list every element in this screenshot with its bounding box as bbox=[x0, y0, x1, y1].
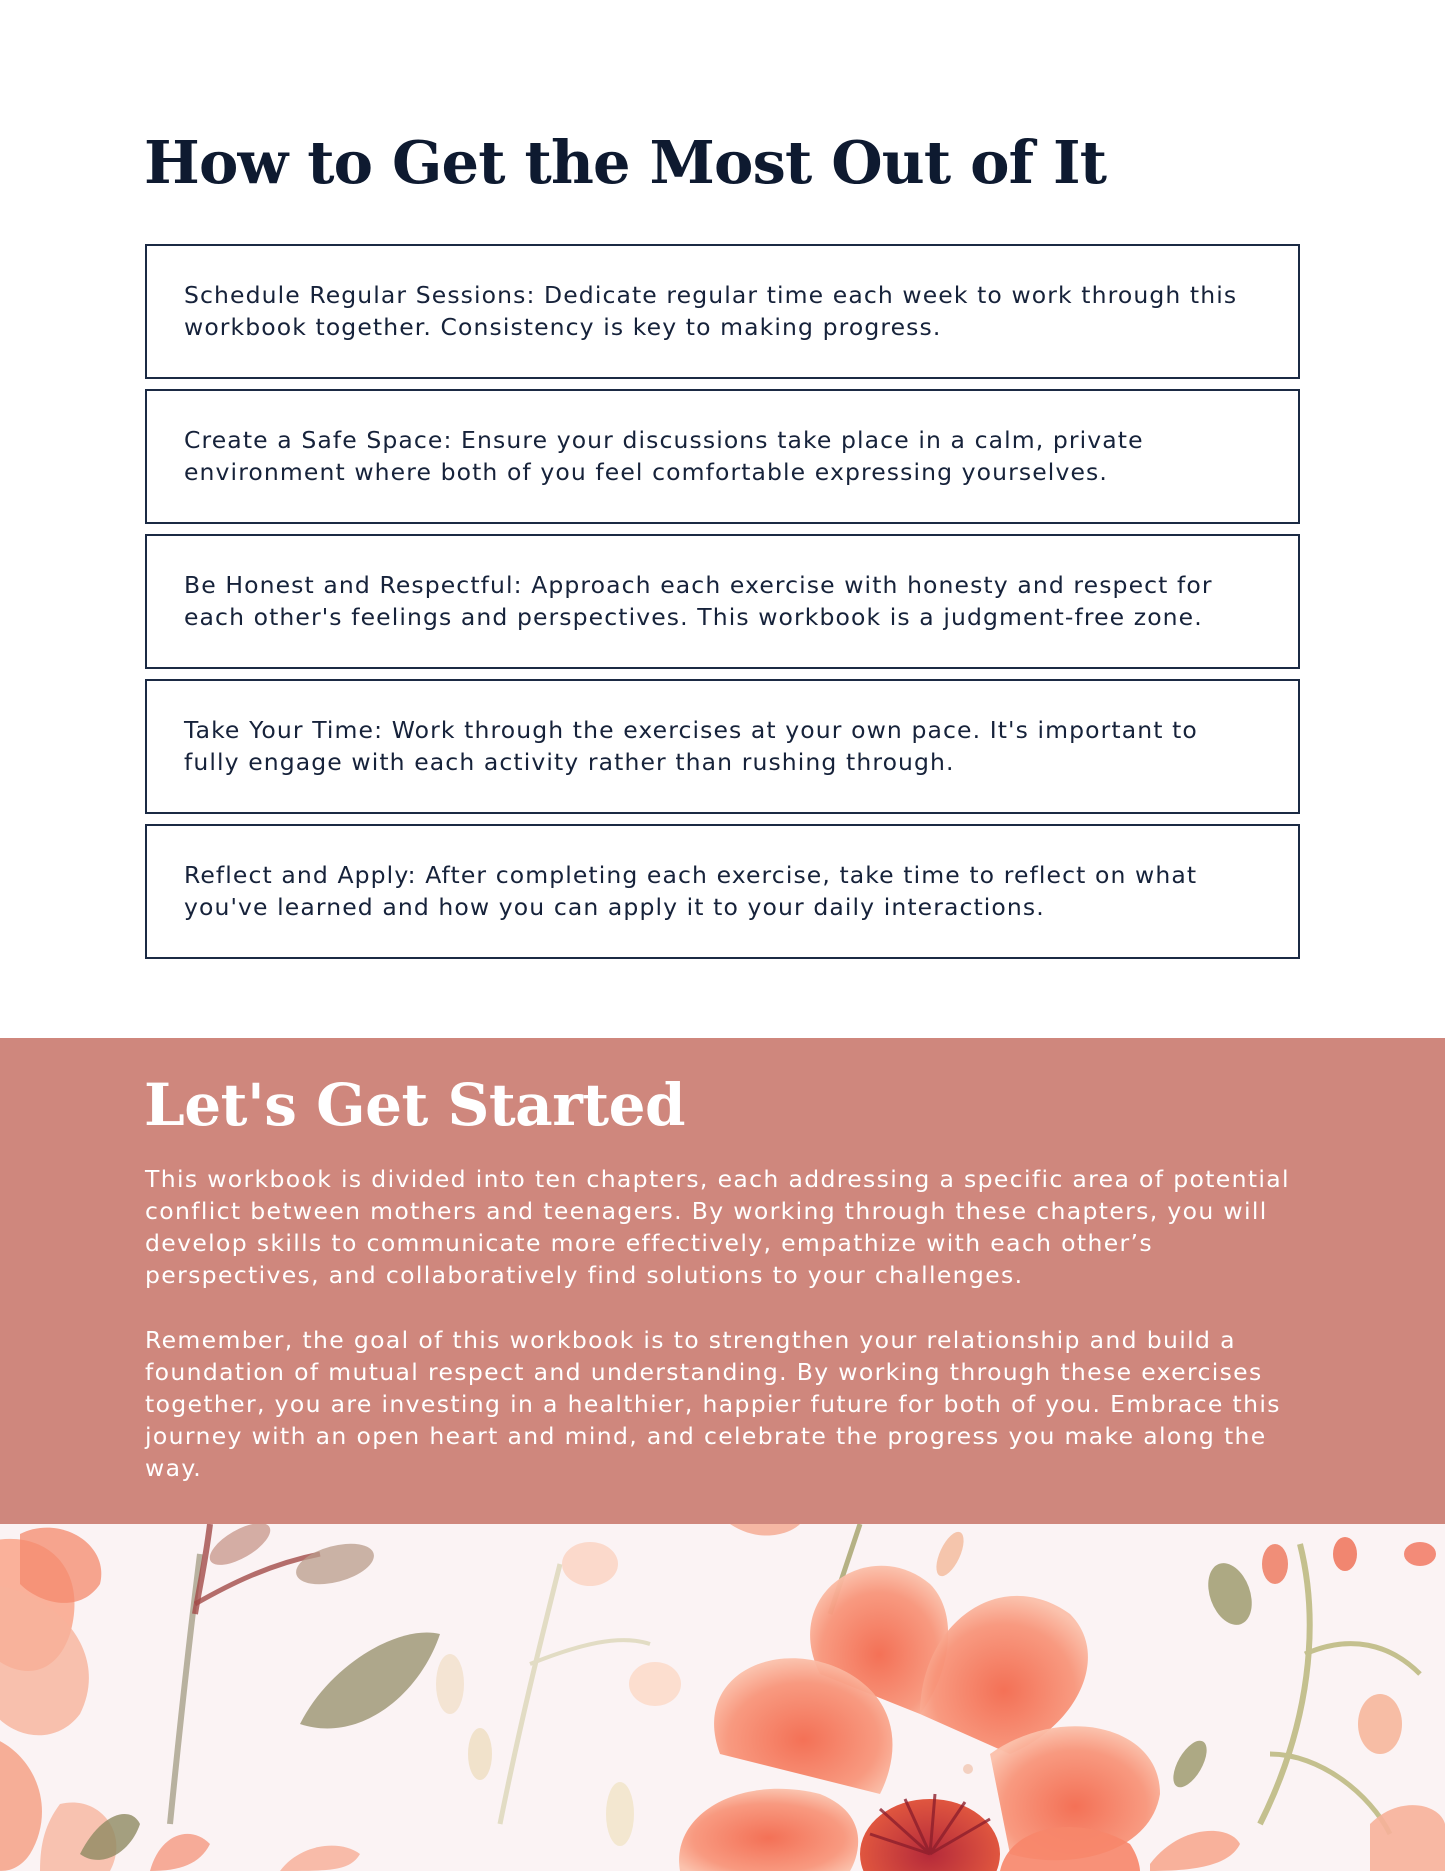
tip-box-honest bbox=[145, 534, 1300, 669]
tip-text: Reflect and Apply: After completing each exercise, take time to reflect on what you've learned and how you can apply it to your daily interactions. bbox=[184, 861, 1198, 921]
floral-illustration bbox=[0, 1524, 1445, 1871]
tip-text: Be Honest and Respectful: Approach each exercise with honesty and respect for each other's feelings and perspectives. This workbook is a judgment-free zone. bbox=[184, 571, 1213, 631]
tip-text: Schedule Regular Sessions: Dedicate regular time each week to work through this workbook together. Consistency is key to making progress. bbox=[184, 281, 1238, 341]
section-title: Let's Get Started bbox=[144, 1071, 686, 1139]
tip-box-reflect bbox=[145, 824, 1300, 959]
watercolor-flowers-image bbox=[0, 1524, 1445, 1871]
page-title: How to Get the Most Out of It bbox=[144, 128, 1107, 197]
tip-box-time bbox=[145, 679, 1300, 814]
tip-text: Create a Safe Space: Ensure your discussions take place in a calm, private environment where both of you feel comfortable expressing yourselves. bbox=[184, 426, 1144, 486]
tips-list bbox=[145, 244, 1300, 969]
tip-box-safe-space bbox=[145, 389, 1300, 524]
tip-text: Take Your Time: Work through the exercises at your own pace. It's important to fully engage with each activity rather than rushing through. bbox=[184, 716, 1198, 776]
goal-paragraph: Remember, the goal of this workbook is to strengthen your relationship and build a foundation of mutual respect and understanding. By working through these exercises together, you are investing in a healthier, happier future for both of you. Embrace this journey with an open heart and mind, and celebrate the progress you make along the way. bbox=[145, 1326, 1281, 1482]
lets-get-started-section bbox=[0, 1038, 1445, 1524]
tip-box-schedule bbox=[145, 244, 1300, 379]
intro-paragraph: This workbook is divided into ten chapters, each addressing a specific area of potential conflict between mothers and teenagers. By working through these chapters, you will develop skills to communicate more effectively, empathize with each other’s perspectives, and collaboratively find solutions to your challenges. bbox=[145, 1165, 1290, 1289]
section-body bbox=[145, 1163, 1305, 1517]
